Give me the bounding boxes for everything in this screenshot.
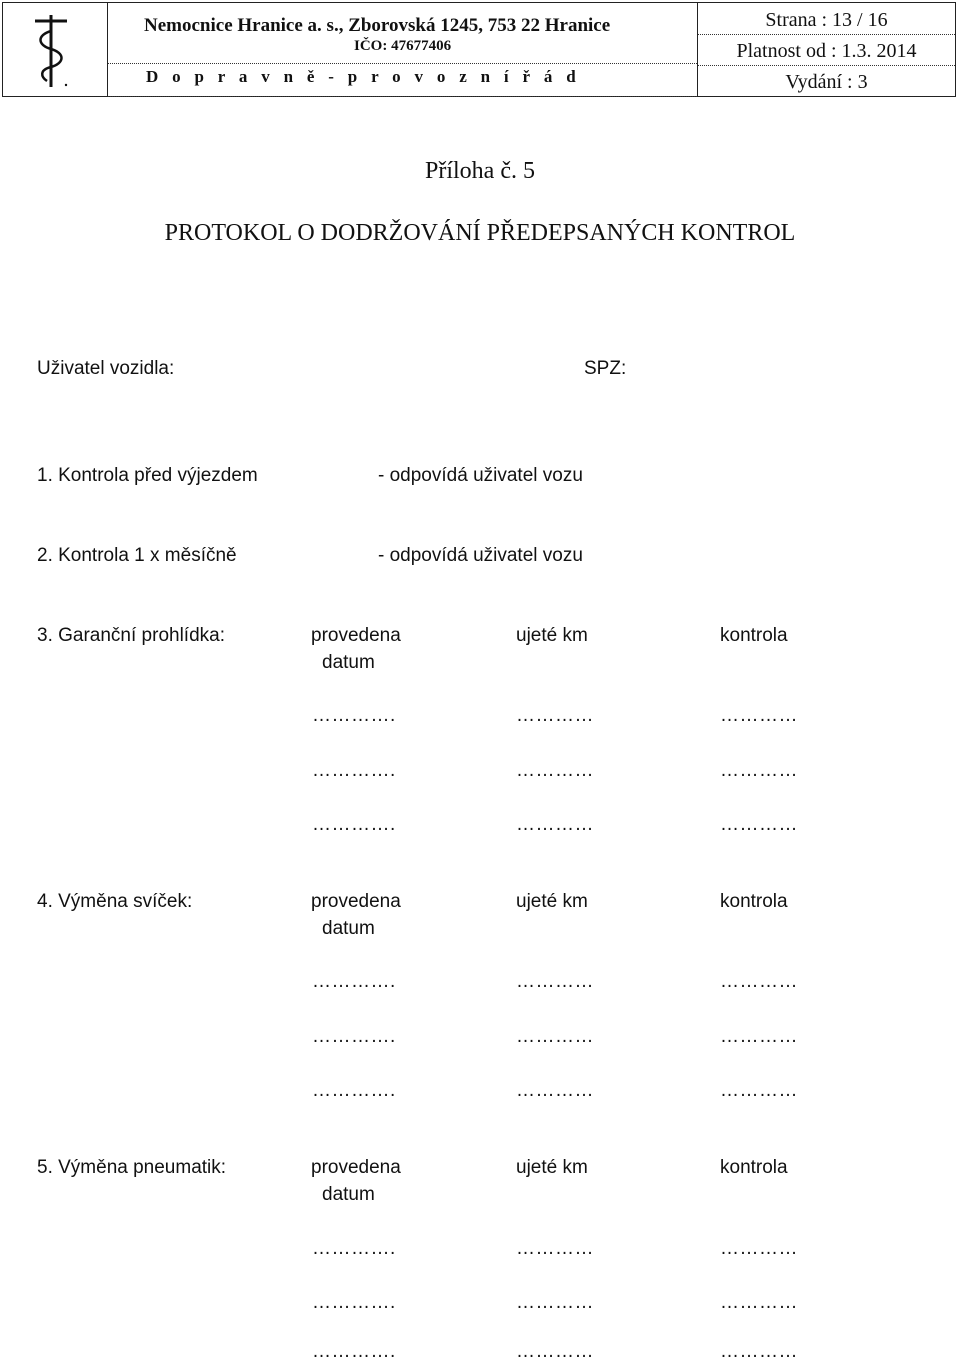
column-header-date: datum — [322, 652, 375, 673]
blank-km: ………… — [516, 1341, 594, 1362]
document-header — [2, 2, 956, 97]
blank-check: ………… — [720, 760, 798, 781]
check-label: 2. Kontrola 1 x měsíčně — [37, 545, 237, 566]
blank-km: ………… — [516, 1026, 594, 1047]
blank-km: ………… — [516, 1292, 594, 1313]
blank-date: …………. — [312, 1026, 396, 1047]
column-header-check: kontrola — [720, 625, 788, 646]
header-meta-cell — [698, 3, 955, 96]
column-header-km: ujeté km — [516, 625, 588, 646]
blank-date: …………. — [312, 1341, 396, 1362]
column-header-km: ujeté km — [516, 1157, 588, 1178]
column-header-check: kontrola — [720, 891, 788, 912]
blank-check: ………… — [720, 1341, 798, 1362]
plate-label: SPZ: — [584, 358, 627, 379]
hospital-name: Nemocnice Hranice a. s., Zborovská 1245, 753 22 Hranice — [144, 15, 611, 36]
blank-date: …………. — [312, 1238, 396, 1259]
column-header-date: datum — [322, 1184, 375, 1205]
blank-date: …………. — [312, 1292, 396, 1313]
section-label: 3. Garanční prohlídka: — [37, 625, 225, 646]
blank-km: ………… — [516, 1238, 594, 1259]
column-header-check: kontrola — [720, 1157, 788, 1178]
validity-date: Platnost od : 1.3. 2014 — [736, 40, 917, 62]
column-header-done: provedena — [311, 1157, 401, 1178]
blank-date: …………. — [312, 971, 396, 992]
blank-check: ………… — [720, 1026, 798, 1047]
logo-cell — [3, 3, 108, 96]
check-responsibility: - odpovídá uživatel vozu — [378, 545, 583, 566]
section-label: 5. Výměna pneumatik: — [37, 1157, 227, 1178]
page-number: Strana : 13 / 16 — [765, 9, 888, 31]
column-header-km: ujeté km — [516, 891, 588, 912]
blank-km: ………… — [516, 705, 594, 726]
dotted-divider — [108, 63, 697, 64]
blank-date: …………. — [312, 814, 396, 835]
blank-date: …………. — [312, 1080, 396, 1101]
blank-km: ………… — [516, 971, 594, 992]
section-label: 4. Výměna svíček: — [37, 891, 193, 912]
blank-check: ………… — [720, 1238, 798, 1259]
column-header-done: provedena — [311, 891, 401, 912]
blank-check: ………… — [720, 1080, 798, 1101]
hospital-logo-icon — [31, 13, 71, 89]
blank-km: ………… — [516, 760, 594, 781]
check-label: 1. Kontrola před výjezdem — [37, 465, 258, 486]
blank-km: ………… — [516, 814, 594, 835]
blank-date: …………. — [312, 705, 396, 726]
edition: Vydání : 3 — [785, 71, 868, 93]
dotted-divider — [698, 34, 955, 35]
check-responsibility: - odpovídá uživatel vozu — [378, 465, 583, 486]
column-header-date: datum — [322, 918, 375, 939]
blank-check: ………… — [720, 705, 798, 726]
dotted-divider — [108, 96, 697, 97]
header-title-cell — [108, 3, 698, 96]
document-type: D o p r a v n ě - p r o v o z n í ř á d — [146, 67, 581, 86]
blank-km: ………… — [516, 1080, 594, 1101]
blank-check: ………… — [720, 971, 798, 992]
vehicle-user-label: Uživatel vozidla: — [37, 358, 175, 379]
column-header-done: provedena — [311, 625, 401, 646]
blank-date: …………. — [312, 760, 396, 781]
annex-title: Příloha č. 5 — [425, 158, 535, 184]
dotted-divider — [698, 65, 955, 66]
blank-check: ………… — [720, 814, 798, 835]
blank-check: ………… — [720, 1292, 798, 1313]
page-title: PROTOKOL O DODRŽOVÁNÍ PŘEDEPSANÝCH KONTROL — [164, 220, 796, 246]
company-id: IČO: 47677406 — [354, 38, 452, 54]
